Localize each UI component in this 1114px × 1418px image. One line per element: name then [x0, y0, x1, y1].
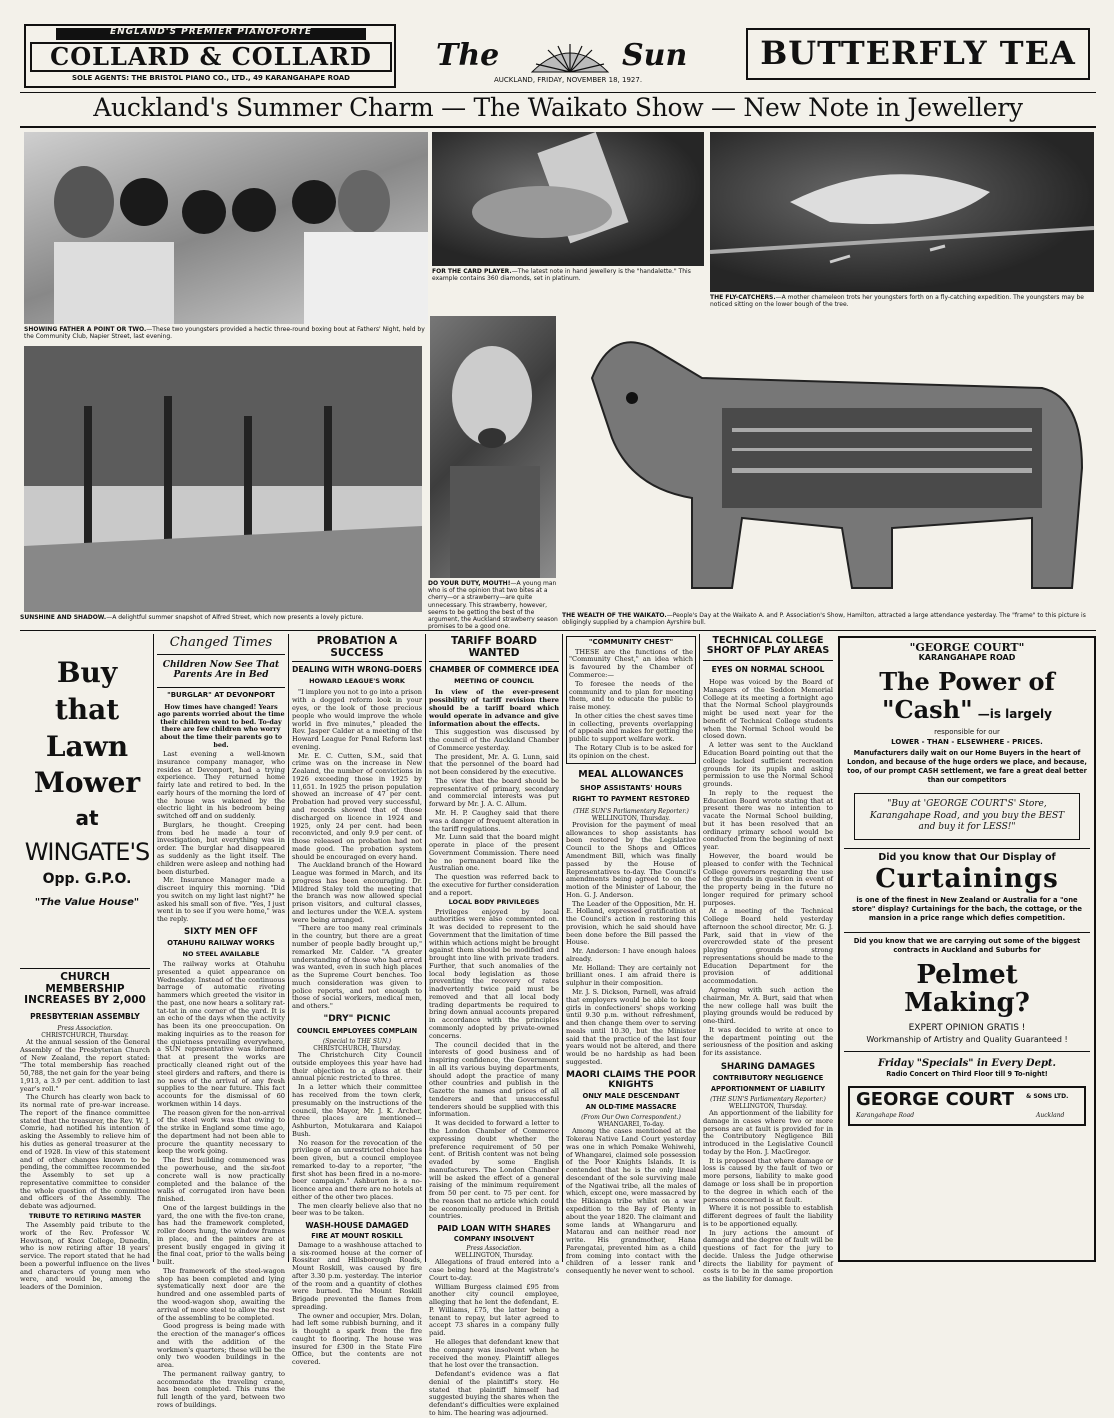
council-employees-head: COUNCIL EMPLOYEES COMPLAIN: [296, 1026, 418, 1035]
technical-p7: It was decided to write at once to the department pointing out the seriousness of the position and asking for its assistance.: [703, 1025, 833, 1058]
butterfly-tea-name: BUTTERFLY TEA: [760, 34, 1076, 72]
bull-caption: THE WEALTH OF THE WAIKATO.—People's Day at the Waikato A. and P. Association's Show, Hamilton, attracted a large attendance yesterday. The "frame" to this picture is obligingly supplied by a champion Ayrshire bull.: [562, 612, 1086, 627]
tariff-p12: William Burgess claimed £95 from another city council employee, alleging that he lent the defendant, E. P. Williams, £75, the latter being a tenant to repay, but later agreed to accept 73 shares in a company fully paid.: [429, 1282, 559, 1338]
gc-curt-desc: is one of the finest in New Zealand or Australia for a "one store" display? Curtainings for the bach, the cottage, or the mansion in a price range which defies competition.: [851, 896, 1083, 923]
george-court-ad: [838, 636, 1096, 1262]
only-male-head: ONLY MALE DESCENDANT: [582, 1092, 680, 1101]
tariff-meeting-head: MEETING OF COUNCIL: [454, 677, 534, 686]
changed-times-p1: Last evening a well-known insurance company manager, who resides at Devonport, had a trying experience. They returned home fairly late and retired to bed. In the early hours of the morning the lord of the house was wakened by the electric light in his bedroom being switched off and on suddenly.: [157, 750, 285, 821]
tariff-p11: Allegations of fraud entered into a case being heard at the Magistrate's Court to-day.: [429, 1258, 559, 1282]
probation-p10: The owner and occupier, Mrs. Dolan, had left some rubbish burning, and it is thought a spark from the fire caught to flooring. The house was insured for £300 in the State Fire Office, but the contents are not covered.: [292, 1311, 422, 1367]
church-headline: CHURCH MEMBERSHIP INCREASES BY 2,000: [24, 971, 146, 1007]
gc-workmanship: Workmanship of Artistry and Quality Guaranteed !: [866, 1034, 1068, 1044]
duty-photo: [430, 316, 556, 578]
tariff-p14: Defendant's evidence was a flat denial of the plaintiff's story. He stated that plaintiff himself had suggested buying the shares when the defendant's difficulties were explained to him. The hearing was adjourned.: [429, 1370, 559, 1417]
wingate-line-at: at: [75, 806, 99, 831]
wingate-name: WINGATE'S: [24, 838, 150, 867]
bull-icon: [562, 318, 1094, 610]
probation-dateline: CHRISTCHURCH, Thursday.: [313, 1045, 401, 1053]
probation-p5: The Christchurch City Council outside employees this year have had their objection to a glass at their annual picnic restricted to three.: [292, 1051, 422, 1083]
gc-responsible: responsible for our: [934, 727, 1000, 736]
collard-name: COLLARD & COLLARD: [30, 42, 392, 72]
duty-caption: DO YOUR DUTY, MOUTH!—A young man who is of the opinion that two bites at a cherry—or a strawberry—are quite unnecessary. This strawberry, however, seems to be getting the best of the argument, the Auckland strawberry season promises to be a good one.: [428, 580, 558, 631]
technical-article: [703, 635, 833, 1284]
probation-subhead: DEALING WITH WRONG-DOERS: [292, 665, 422, 675]
apportionment-head: APPORTIONMENT OF LIABILITY: [710, 1084, 826, 1093]
paper-name-left: The: [436, 38, 500, 73]
community-dateline2: WHANGAREI, To-day.: [597, 1121, 665, 1129]
gc-cash: "Cash": [882, 695, 973, 725]
probation-p9: Damage to a washhouse attached to a six-roomed house at the corner of Rossiter and Hillsborough Roads, Mount Roskill, was caused by fire after 3.30 p.m. yesterday. The interior of the room and a quantity of clothes were burned. The Mount Roskill Brigade prevented the flames from spreading.: [292, 1240, 422, 1311]
community-intro: THESE are the functions of the "Community Chest," an idea which is favoured by the Chamber of Commerce:—: [569, 647, 693, 679]
column-rule-4: [562, 634, 563, 1262]
gc-largely: —is largely: [977, 707, 1052, 722]
changed-times-p4: The railway works at Otahuhu presented a quiet appearance on Wednesday. Instead of the continuous barrage of automatic riveting hammers which greeted the visitor in the past, one now hears a solitary rat-tat-tat in one corner of the yard. It is an echo of the days when the activity has been its one preoccupation. On making inquiries as to the reason for the quietness prevailing everywhere, a SUN representative was informed that at present the works are practically cleaned right out of the steel girders and rafters, and there is no news of the arrival of any fresh supplies to the near future. This fact accounts for the dismissal of 60 workmen within 14 days.: [157, 960, 285, 1108]
community-reporter: (THE SUN'S Parliamentary Reporter.): [573, 807, 689, 815]
technical-dateline: WELLINGTON, Thursday.: [728, 1103, 808, 1111]
church-subhead: PRESBYTERIAN ASSEMBLY: [30, 1011, 140, 1021]
paid-loan-head: PAID LOAN WITH SHARES: [437, 1224, 551, 1234]
community-p9: Among the cases mentioned at the Tokerau Native Land Court yesterday was one in which Pomake Wehiwehi, of Whangarei, claimed sole possession of the Poor Knights Islands. It is contended that he is the only lineal descendant of the sole surviving male of the Ngatiwai tribe, all the males of which, except one, were massacred by the Hikianga tribe whilst on a war expedition to the Bay of Plenty in about the year 1820. The claimant and some lands at Whangaruru and Matarau and can neither read nor write. His grandmother, Hana Parengatai, prevented him as a child from coming into contact with the children of a lesser rank and consequently he never went to school.: [566, 1127, 696, 1276]
local-body-head: LOCAL BODY PRIVILEGES: [448, 898, 540, 907]
church-dateline: CHRISTCHURCH, Thursday.: [41, 1031, 129, 1039]
wingate-line-lawn: Lawn: [45, 729, 129, 763]
column-rule-5: [699, 634, 700, 1262]
sunshine-photo: [24, 346, 422, 612]
sharing-damages-head: SHARING DAMAGES: [720, 1061, 816, 1072]
tariff-p13: He alleges that defendant knew that the company was insolvent when he received the money. Plaintiff alleges that he lost over the transaction.: [429, 1338, 559, 1370]
community-correspondent: (From Our Own Correspondent.): [581, 1114, 681, 1122]
paper-masthead: [432, 38, 704, 90]
church-p1: At the annual session of the General Assembly of the Presbyterian Church of New Zealand, the report stated: "The total membership has reached 50,788, the net gain for the year being 1,913, a 3.9 per cent. addition to last year's roll.": [20, 1038, 150, 1093]
tree-icon: [24, 346, 422, 612]
collard-top-line: ENGLAND'S PREMIER PIANOFORTE: [56, 28, 366, 40]
shop-assistants-head: SHOP ASSISTANTS' HOURS: [579, 783, 683, 792]
probation-headline: PROBATION A SUCCESS: [316, 635, 398, 659]
changed-times-p3: Mr. Insurance Manager made a discreet inquiry this morning. "Did you switch on my light last night?" he asked his small son of five. "Yes, I just went in to see if you were home," was the reply.: [157, 876, 285, 924]
probation-p4: "There are too many real criminals in the country, but there are a great number of people badly brought up," remarked Mr. Calder. "A greater understanding of those who had erred was wanted, even in such high places as the Supreme Court benches. Too much consideration was given to police reports, and not enough to those of social workers, medical men, and others.": [292, 924, 422, 1011]
community-p7: Mr. Holland: They are certainly not brilliant ones. I am afraid there is sulphur in their composition.: [566, 963, 696, 988]
wash-house-head: WASH-HOUSE DAMAGED: [305, 1221, 409, 1231]
right-to-payment-head: RIGHT TO PAYMENT RESTORED: [572, 795, 690, 804]
probation-p8: The men clearly believe also that no beer was to be taken.: [292, 1201, 422, 1218]
wingate-line-that: that: [54, 692, 120, 726]
howard-league-head: HOWARD LEAGUE'S WORK: [309, 677, 405, 686]
otahuhu-head: OTAHUHU RAILWAY WORKS: [167, 939, 275, 948]
gc-contracts: Did you know that we are carrying out some of the biggest contracts in Auckland and Suburbs for: [853, 936, 1081, 954]
probation-special: (Special to THE SUN.): [322, 1038, 392, 1046]
community-p2: In other cities the chest saves time in collecting, prevents overlapping of appeals and makes for getting the public to support welfare work.: [569, 711, 693, 744]
tariff-p8: Privileges enjoyed by local authorities were also commented on. It was decided to represent to the Government that the limitation of time within which actions might be brought against them should be modified and brought into line with private traders. Further, that such anomalies of the local body legislation as those preventing the recovery of rates inadvertently twice paid must be removed and that all local body trading departments be required to bring down annual accounts prepared in accordance with the principles commonly adopted by private-owned concerns.: [429, 907, 559, 1040]
changed-times-p8: The framework of the steel-wagon shop has been completed and lying systematically next door are the hundred and one assembled parts of the wood-wagon shop, awaiting the arrival of more steel to allow the rest of the assembling to be completed.: [157, 1266, 285, 1322]
technical-p9: It is proposed that where damage or loss is caused by the fault of two or more persons, liability to make good damage or loss shall be in proportion to the degree in which each of the persons concerned is at fault.: [703, 1156, 833, 1204]
hand-icon: [432, 132, 704, 266]
dateline: AUCKLAND, FRIDAY, NOVEMBER 18, 1927.: [493, 76, 643, 84]
changed-times-p10: The permanent railway gantry, to accommodate the traveling crane, has been completed. This runs the full length of the yard, between two rows of buildings.: [157, 1369, 285, 1409]
dry-picnic-head: "DRY" PICNIC: [323, 1013, 391, 1024]
changed-times-subhead: Children Now See That Parents Are in Bed: [162, 660, 280, 681]
changed-times-p7: One of the largest buildings in the yard, the one with the five-ton crane, has had the framework completed, roller doors hung, the window frames in place, and the painters are at present busily engaged in giving it the final coat, prior to the walls being built.: [157, 1203, 285, 1267]
butterfly-tea-ad: [746, 28, 1090, 80]
card-player-photo: [432, 132, 704, 266]
collard-agents: SOLE AGENTS: THE BRISTOL PIANO CO., LTD., 49 KARANGAHAPE ROAD: [72, 74, 350, 82]
probation-p2: Mr. E. C. Cutten, S.M., said that crime was on the increase in New Zealand, the number of convictions in 1926 exceeding those in 1925 by 11,651. In 1925 the prison population showed an increase of 47 per cent. Probation had proved very successful, and records showed that of those discharged on licence in 1924 and 1925, only 24 per cent. had been reconvicted, and only 9.9 per cent. of those released on probation had not made good. The probation system should be encouraged on every hand.: [292, 751, 422, 861]
technical-headline: TECHNICAL COLLEGE SHORT OF PLAY AREAS: [706, 635, 830, 657]
chameleon-icon: [710, 132, 1094, 292]
contributory-head: CONTRIBUTORY NEGLIGENCE: [712, 1074, 824, 1083]
probation-article: [292, 635, 422, 1367]
technical-subhead: EYES ON NORMAL SCHOOL: [711, 664, 825, 674]
technical-p3: In reply to the request the Education Board wrote stating that at present there was no intention to vacate the Normal School building, but it has been resolved that an ordinary primary school would be conducted from the beginning of next year.: [703, 788, 833, 852]
boxing-caption: SHOWING FATHER A POINT OR TWO.—These two youngsters provided a hectic three-round boxing bout at Fathers' Night, held by the Community Club, Napier Street, last evening.: [24, 326, 425, 341]
fire-head: FIRE AT MOUNT ROSKILL: [311, 1231, 403, 1240]
burglar-head: "BURGLAR" AT DEVONPORT: [167, 691, 275, 700]
gc-box: "Buy at 'GEORGE COURT'S' Store, Karangahape Road, and you buy the BEST and buy it for LESS!": [854, 793, 1080, 840]
chameleon-photo: [710, 132, 1094, 292]
probation-p7: No reason for the revocation of the privilege of an unrestricted choice has been given, but a council employee remarked to-day to a reporter, "the first shot has been fired in a no-more-beer campaign." Ashburton is a no-licence area and there are no hotels at either of the other two places.: [292, 1138, 422, 1201]
tariff-p3: The president, Mr. A. G. Lunn, said that the personnel of the board had not been considered by the executive.: [429, 752, 559, 777]
gc-expert: EXPERT OPINION GRATIS !: [908, 1023, 1026, 1034]
technical-p1: Hope was voiced by the Board of Managers of the Seddon Memorial College at its meeting a fortnight ago that the Normal School playgrounds might be used next year for the benefit of Technical College students when the Normal School would be closed down.: [703, 678, 833, 741]
technical-p4: However, the board would be pleased to confer with the Technical College governors regarding the use of the grounds in question in event of the property being in the future no longer required for primary school purposes.: [703, 851, 833, 907]
gc-lower: LOWER - THAN - ELSEWHERE - PRICES.: [891, 737, 1043, 746]
wingate-slogan: "The Value House": [34, 896, 140, 908]
tariff-p10: It was decided to forward a letter to the London Chamber of Commerce expressing doubt whether the preference requirement of 50 per cent. of British content was not being evaded by some English manufacturers. The London Chamber will be asked the effect of a general raising of the minimum requirement from 50 per cent. to 75 per cent. for the reason that no article which could be economically produced in British countries.: [429, 1119, 559, 1221]
community-p6: Mr. Anderson: I have enough haloes already.: [566, 947, 696, 963]
tariff-p2: This suggestion was discussed by the council of the Auckland Chamber of Commerce yesterday.: [429, 728, 559, 752]
church-rule: [20, 968, 150, 969]
changed-times-headline: Changed Times: [169, 635, 273, 650]
technical-p10: Where it is not possible to establish different degrees of fault the liability is to be apportioned equally.: [703, 1204, 833, 1228]
meal-allowances-head: MEAL ALLOWANCES: [578, 769, 684, 781]
gc-top: "GEORGE COURT": [909, 641, 1025, 654]
church-p3: The Assembly paid tribute to the work of the Rev. Professor W. Hewitson, of Knox College, Dunedin, who is now retiring after 18 years' service. The report stated that he had been a powerful influence on the lives and characters of young men who were, and would be, among the leaders of the Dominion.: [20, 1221, 150, 1292]
bull-photo: [562, 318, 1094, 610]
gc-logo: [848, 1086, 1086, 1126]
tariff-article: [429, 635, 559, 1417]
church-source: Press Association.: [57, 1024, 113, 1032]
wingate-line-buy: Buy: [56, 656, 118, 689]
boy-face-icon: [430, 316, 556, 578]
technical-p2: A letter was sent to the Auckland Education Board pointing out that the college lacked sufficient recreation grounds for its pupils and asking permission to use the Normal School grounds.: [703, 741, 833, 789]
wingate-line-mower: Mower: [33, 766, 141, 800]
chameleon-caption: THE FLY-CATCHERS.—A mother chameleon trots her youngsters forth on a fly-catching expedition. The youngsters may be noticed sitting on the lower bough of the tree.: [710, 294, 1084, 309]
sunshine-caption: SUNSHINE AND SHADOW.—A delightful summer snapshot of Alfred Street, which now presents a lovely picture.: [20, 614, 364, 621]
column-rule-2: [288, 634, 289, 1262]
church-tribute-head: TRIBUTE TO RETIRING MASTER: [28, 1211, 142, 1220]
community-p3: The Rotary Club is to be asked for its opinion on the chest.: [569, 743, 693, 760]
probation-p6: In a letter which their committee has received from the town clerk, presumably on the instructions of the council, the Mayor, Mr. J. K. Archer, three places are mentioned—Ashburton, Motukarara and Kaiapoi Bush.: [292, 1083, 422, 1138]
probation-p1: "I implore you not to go into a prison with a dogged reform look in your eyes, or the look of those precious people who would improve the whole world in five minutes," pleaded the Rev. Jasper Calder at a meeting of the Howard League for Penal Reform last evening.: [292, 688, 422, 751]
technical-p5: At a meeting of the Technical College Board held yesterday afternoon the school director, Mr. G. J. Park, said that in view of the overcrowded state of the present playing grounds strong representations should be made to the Education Department for the provision of additional accommodation.: [703, 907, 833, 986]
wingate-address: Opp. G.P.O.: [42, 870, 132, 887]
tariff-p1: In view of the ever-present possibility of tariff revision there should be a tariff board which would operate in advance and give information about the effects.: [429, 688, 559, 728]
probation-p3: The Auckland branch of the Howard League was formed in March, and its progress has been encouraging. Dr. Mildred Staley told the meeting that the branch was now allowed special prison visitors, and cultural classes, and lectures under the W.E.A. system were being arranged.: [292, 861, 422, 924]
tariff-p5: Mr. H. P. Caughey said that there was a danger of frequent alteration in the tariff regulations.: [429, 808, 559, 833]
community-title: "COMMUNITY CHEST": [588, 638, 674, 646]
banner-headline: Auckland's Summer Charm — The Waikato Show — New Note in Jewellery: [93, 93, 1023, 122]
community-p1: To foresee the needs of the community and to plan for meeting them, and to educate the public to raise money.: [569, 679, 693, 712]
gc-manufacturers: Manufacturers daily wait on our Home Buyers in the heart of London, and because of the huge orders we place, and because, too, of our prompt CASH settlement, we fare a great deal better than our competitors: [847, 749, 1087, 785]
gc-friday: Friday "Specials" in Every Dept.: [877, 1057, 1057, 1069]
community-chest-box: [566, 636, 696, 764]
technical-p8: An apportionment of the liability for damage in cases where two or more persons are at fault is provided for in the Contributory Negligence Bill introduced in the Legislative Council today by the Hon. J. MacGregor.: [703, 1109, 833, 1156]
changed-times-p2: Burglars, he thought. Creeping from bed he made a tour of investigation, but everything was in order. The burglar had disappeared as suddenly as the light itself. The children were asleep and nothing had been disturbed.: [157, 820, 285, 876]
tariff-p9: The council decided that in the interests of good business and of inspiring confidence, the Government in all its various buying departments, should adopt the practice of many other countries and publish in the Gazette the names and prices of all tenderers and that unsuccessful tenderers should be supplied with this information.: [429, 1040, 559, 1119]
community-dateline: WELLINGTON, Thursday.: [591, 814, 671, 822]
gc-power: The Power of: [879, 666, 1055, 696]
steel-head: NO STEEL AVAILABLE: [182, 949, 260, 958]
community-p8: Mr. J. S. Dickson, Parnell, was afraid that employers would be able to keep girls in confectioners' shops working until 9.30 p.m. without refreshment, and then change them over to serving meals until 10.30, but the Minister said that the practice of the last four years would not be altered, and there would be no hardship as had been suggested.: [566, 988, 696, 1066]
rising-sun-icon: [528, 40, 612, 74]
changed-times-p9: Good progress is being made with the erection of the manager's offices and with the addition of the workmen's quarters; these will be the only two wooden buildings in the area.: [157, 1322, 285, 1370]
changed-times-p5: The reason given for the non-arrival of the steel work was that owing to the strike in England some time ago, the department had not been able to procure the quantity necessary to keep the work going.: [157, 1108, 285, 1156]
community-article: [566, 636, 696, 1276]
tariff-subhead: CHAMBER OF COMMERCE IDEA: [429, 665, 559, 675]
gc-pelmet: Pelmet: [916, 959, 1018, 990]
technical-reporter: (THE SUN'S Parliamentary Reporter.): [710, 1095, 826, 1103]
gc-logo-sub: & SONS LTD.: [1026, 1093, 1069, 1100]
gc-display: Did you know that Our Display of: [878, 851, 1056, 863]
community-p5: The Leader of the Opposition, Mr. H. E. Holland, expressed gratification at the Council's action in restoring this provision, which he said should have been done before the Bill passed the House.: [566, 899, 696, 947]
photo-section-rule: [20, 630, 1096, 631]
gc-road: KARANGAHAPE ROAD: [918, 653, 1016, 663]
tariff-p4: The view that the board should be representative of primary, secondary and commercial interests was put forward by Mr. J. A. C. Allum.: [429, 776, 559, 809]
changed-times-p6: The first building commenced was the powerhouse, and the six-foot concrete wall is now practically completed and the balance of the walls of corrugated iron have been finished.: [157, 1156, 285, 1204]
tariff-source: Press Association.: [466, 1245, 522, 1253]
column-rule-1: [153, 634, 154, 1262]
gc-radio: Radio Concert on Third Floor till 9 To-night!: [886, 1069, 1048, 1078]
gc-logo-right: Auckland: [1036, 1112, 1065, 1119]
boxing-gloves-icon: [24, 132, 428, 324]
massacre-head: AN OLD-TIME MASSACRE: [585, 1102, 677, 1111]
collard-ad: [24, 24, 396, 88]
tariff-p7: The question was referred back to the executive for further consideration and a report.: [429, 873, 559, 897]
church-p2: The Church has clearly won back to its normal rate of pre-war increase. The report of the finance committee stated that the treasurer, the Rev. W. J. Comrie, had notified his intention of asking the Assembly to relieve him of his duties as general treasurer at the end of 1928. In view of this statement and of other changes known to be pending, the committee recommended the Assembly to set up a representative committee to consider the whole question of the committee and officers of the Assembly. The debate was adjourned.: [20, 1093, 150, 1211]
church-article: [20, 971, 150, 1292]
tariff-p6: Mr. Lunn said that the board might operate in place of the present Government Commission. There need be no permanent board like the Australian one.: [429, 833, 559, 873]
changed-times-article: [157, 635, 285, 1409]
maori-claims-head: MAORI CLAIMS THE POOR KNIGHTS: [566, 1069, 696, 1090]
gc-logo-name: GEORGE COURT: [856, 1089, 1015, 1110]
changed-times-intro: How times have changed! Years ago parents worried about the time their children went to bed. To-day there are few children who worry about the time their parents go to bed.: [157, 702, 285, 749]
community-p4: Provision for the payment of meal allowances to shop assistants has been restored by the Legislative Council to the Shops and Offices Amendment Bill, which was finally passed by the House of Representatives to-day. The Council's amendments being agreed to on the motion of the Minister of Labour, the Hon. G. J. Anderson.: [566, 820, 696, 899]
tariff-headline: TARIFF BOARD WANTED: [450, 635, 538, 659]
company-insolvent-head: COMPANY INSOLVENT: [453, 1234, 535, 1243]
card-player-caption: FOR THE CARD PLAYER.—The latest note in hand jewellery is the "handalette." This example contains 360 diamonds, set in platinum.: [432, 268, 691, 283]
technical-p6: Agreeing with such action the chairman, Mr. A. Burt, said that when the new college hall was built the playing grounds would be reduced by one-third.: [703, 985, 833, 1026]
gc-logo-left: Karangahape Road: [856, 1112, 915, 1119]
column-rule-3: [425, 634, 426, 1262]
paper-name-right: Sun: [622, 38, 688, 73]
gc-making: Making?: [904, 988, 1030, 1019]
banner-rule: [20, 126, 1096, 128]
wingate-ad: [22, 636, 152, 966]
technical-p11: In jury actions the amount of damage and the degree of fault will be questions of fact for the jury to decide. Unless the Judge otherwise directs the liability for payment of costs is to be in the same proportion as the liability for damage.: [703, 1228, 833, 1284]
boxing-photo: [24, 132, 428, 324]
tariff-dateline: WELLINGTON, Thursday.: [454, 1252, 534, 1260]
sixty-men-head: SIXTY MEN OFF: [184, 926, 258, 937]
gc-curtainings: Curtainings: [875, 864, 1059, 895]
